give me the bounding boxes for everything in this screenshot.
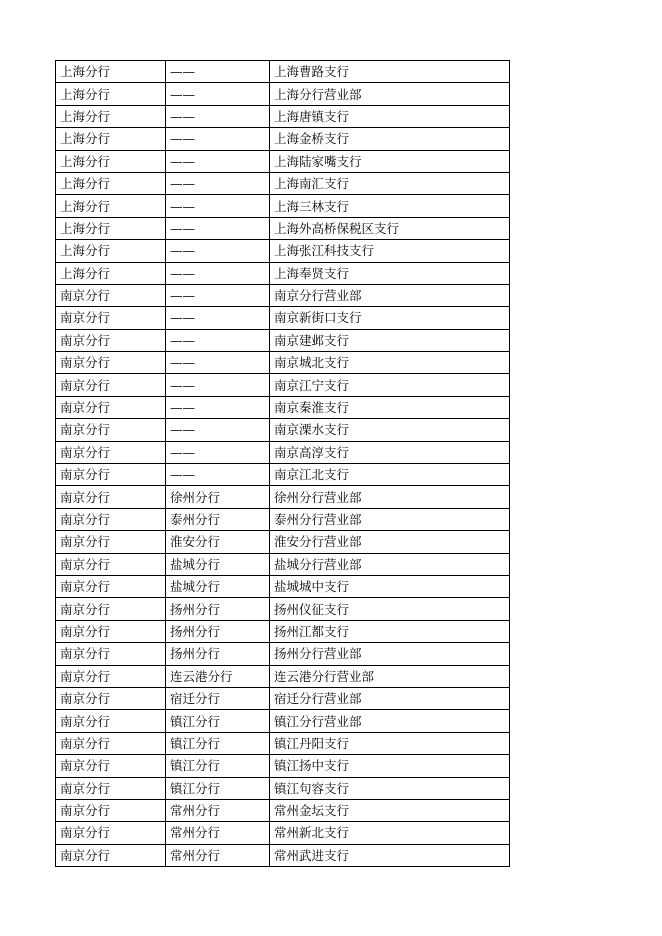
sub-branch-cell: —— — [166, 83, 270, 105]
branch-cell: 上海分行 — [56, 217, 166, 239]
sub-branch-cell: —— — [166, 374, 270, 396]
outlet-cell: 盐城城中支行 — [270, 575, 510, 597]
outlet-cell: 宿迁分行营业部 — [270, 687, 510, 709]
sub-branch-cell: —— — [166, 105, 270, 127]
table-row — [56, 732, 510, 754]
branch-cell: 南京分行 — [56, 777, 166, 799]
branch-cell: 南京分行 — [56, 575, 166, 597]
sub-branch-cell: 镇江分行 — [166, 755, 270, 777]
sub-branch-cell: 徐州分行 — [166, 486, 270, 508]
branch-cell: 南京分行 — [56, 844, 166, 866]
table-row — [56, 710, 510, 732]
sub-branch-cell: 镇江分行 — [166, 710, 270, 732]
table-row — [56, 352, 510, 374]
branch-cell: 南京分行 — [56, 687, 166, 709]
table-row — [56, 105, 510, 127]
outlet-cell: 南京城北支行 — [270, 352, 510, 374]
branch-cell: 上海分行 — [56, 240, 166, 262]
branch-cell: 上海分行 — [56, 262, 166, 284]
table-row — [56, 217, 510, 239]
branch-cell: 南京分行 — [56, 374, 166, 396]
branch-cell: 南京分行 — [56, 441, 166, 463]
table-row — [56, 284, 510, 306]
table-row — [56, 240, 510, 262]
outlet-cell: 上海曹路支行 — [270, 61, 510, 83]
table-row — [56, 441, 510, 463]
outlet-cell: 镇江扬中支行 — [270, 755, 510, 777]
sub-branch-cell: —— — [166, 61, 270, 83]
branch-cell: 南京分行 — [56, 799, 166, 821]
branch-cell: 南京分行 — [56, 732, 166, 754]
sub-branch-cell: —— — [166, 307, 270, 329]
sub-branch-cell: —— — [166, 195, 270, 217]
branch-cell: 上海分行 — [56, 83, 166, 105]
branch-cell: 南京分行 — [56, 710, 166, 732]
sub-branch-cell: 扬州分行 — [166, 598, 270, 620]
sub-branch-cell: 扬州分行 — [166, 620, 270, 642]
outlet-cell: 盐城分行营业部 — [270, 553, 510, 575]
table-row — [56, 687, 510, 709]
branch-cell: 南京分行 — [56, 822, 166, 844]
branch-cell: 南京分行 — [56, 284, 166, 306]
sub-branch-cell: —— — [166, 284, 270, 306]
branch-cell: 南京分行 — [56, 620, 166, 642]
sub-branch-cell: 常州分行 — [166, 799, 270, 821]
outlet-cell: 上海外高桥保税区支行 — [270, 217, 510, 239]
table-row — [56, 844, 510, 866]
table-row — [56, 307, 510, 329]
table-row — [56, 777, 510, 799]
branch-cell: 南京分行 — [56, 329, 166, 351]
outlet-cell: 镇江分行营业部 — [270, 710, 510, 732]
outlet-cell: 常州新北支行 — [270, 822, 510, 844]
table-row — [56, 83, 510, 105]
outlet-cell: 扬州分行营业部 — [270, 643, 510, 665]
sub-branch-cell: —— — [166, 262, 270, 284]
outlet-cell: 南京江宁支行 — [270, 374, 510, 396]
table-row — [56, 172, 510, 194]
sub-branch-cell: —— — [166, 172, 270, 194]
outlet-cell: 南京分行营业部 — [270, 284, 510, 306]
outlet-cell: 上海分行营业部 — [270, 83, 510, 105]
table-row — [56, 665, 510, 687]
branch-table-body — [56, 61, 510, 867]
outlet-cell: 淮安分行营业部 — [270, 531, 510, 553]
branch-cell: 南京分行 — [56, 396, 166, 418]
branch-cell: 南京分行 — [56, 508, 166, 530]
sub-branch-cell: —— — [166, 240, 270, 262]
outlet-cell: 南京高淳支行 — [270, 441, 510, 463]
outlet-cell: 南京建邺支行 — [270, 329, 510, 351]
outlet-cell: 上海南汇支行 — [270, 172, 510, 194]
table-row — [56, 128, 510, 150]
sub-branch-cell: 常州分行 — [166, 844, 270, 866]
branch-cell: 上海分行 — [56, 195, 166, 217]
sub-branch-cell: —— — [166, 441, 270, 463]
sub-branch-cell: 宿迁分行 — [166, 687, 270, 709]
branch-table — [55, 60, 510, 867]
outlet-cell: 连云港分行营业部 — [270, 665, 510, 687]
branch-cell: 南京分行 — [56, 553, 166, 575]
sub-branch-cell: —— — [166, 217, 270, 239]
outlet-cell: 扬州江都支行 — [270, 620, 510, 642]
sub-branch-cell: 扬州分行 — [166, 643, 270, 665]
sub-branch-cell: 盐城分行 — [166, 553, 270, 575]
branch-cell: 南京分行 — [56, 486, 166, 508]
outlet-cell: 镇江丹阳支行 — [270, 732, 510, 754]
branch-cell: 南京分行 — [56, 643, 166, 665]
outlet-cell: 南京新街口支行 — [270, 307, 510, 329]
sub-branch-cell: —— — [166, 396, 270, 418]
table-row — [56, 755, 510, 777]
outlet-cell: 南京溧水支行 — [270, 419, 510, 441]
branch-cell: 上海分行 — [56, 105, 166, 127]
table-row — [56, 419, 510, 441]
table-row — [56, 553, 510, 575]
table-row — [56, 195, 510, 217]
sub-branch-cell: 常州分行 — [166, 822, 270, 844]
branch-cell: 上海分行 — [56, 150, 166, 172]
branch-cell: 上海分行 — [56, 128, 166, 150]
branch-cell: 南京分行 — [56, 665, 166, 687]
outlet-cell: 徐州分行营业部 — [270, 486, 510, 508]
table-row — [56, 620, 510, 642]
sub-branch-cell: 镇江分行 — [166, 777, 270, 799]
table-row — [56, 508, 510, 530]
branch-cell: 上海分行 — [56, 61, 166, 83]
sub-branch-cell: —— — [166, 150, 270, 172]
sub-branch-cell: 泰州分行 — [166, 508, 270, 530]
sub-branch-cell: —— — [166, 329, 270, 351]
outlet-cell: 南京江北支行 — [270, 464, 510, 486]
table-row — [56, 486, 510, 508]
sub-branch-cell: —— — [166, 419, 270, 441]
table-row — [56, 374, 510, 396]
sub-branch-cell: 镇江分行 — [166, 732, 270, 754]
table-row — [56, 262, 510, 284]
sub-branch-cell: 淮安分行 — [166, 531, 270, 553]
branch-cell: 南京分行 — [56, 419, 166, 441]
sub-branch-cell: 连云港分行 — [166, 665, 270, 687]
outlet-cell: 上海张江科技支行 — [270, 240, 510, 262]
branch-cell: 南京分行 — [56, 352, 166, 374]
branch-cell: 上海分行 — [56, 172, 166, 194]
branch-cell: 南京分行 — [56, 598, 166, 620]
outlet-cell: 泰州分行营业部 — [270, 508, 510, 530]
outlet-cell: 上海陆家嘴支行 — [270, 150, 510, 172]
branch-cell: 南京分行 — [56, 464, 166, 486]
table-row — [56, 575, 510, 597]
table-row — [56, 643, 510, 665]
branch-cell: 南京分行 — [56, 307, 166, 329]
outlet-cell: 上海金桥支行 — [270, 128, 510, 150]
table-row — [56, 799, 510, 821]
outlet-cell: 扬州仪征支行 — [270, 598, 510, 620]
table-row — [56, 61, 510, 83]
outlet-cell: 常州武进支行 — [270, 844, 510, 866]
table-row — [56, 598, 510, 620]
table-row — [56, 396, 510, 418]
outlet-cell: 上海唐镇支行 — [270, 105, 510, 127]
outlet-cell: 上海三林支行 — [270, 195, 510, 217]
sub-branch-cell: 盐城分行 — [166, 575, 270, 597]
table-row — [56, 822, 510, 844]
table-row — [56, 150, 510, 172]
table-row — [56, 329, 510, 351]
sub-branch-cell: —— — [166, 128, 270, 150]
table-row — [56, 464, 510, 486]
outlet-cell: 常州金坛支行 — [270, 799, 510, 821]
outlet-cell: 镇江句容支行 — [270, 777, 510, 799]
sub-branch-cell: —— — [166, 352, 270, 374]
outlet-cell: 上海奉贤支行 — [270, 262, 510, 284]
outlet-cell: 南京秦淮支行 — [270, 396, 510, 418]
table-row — [56, 531, 510, 553]
branch-cell: 南京分行 — [56, 531, 166, 553]
sub-branch-cell: —— — [166, 464, 270, 486]
branch-cell: 南京分行 — [56, 755, 166, 777]
